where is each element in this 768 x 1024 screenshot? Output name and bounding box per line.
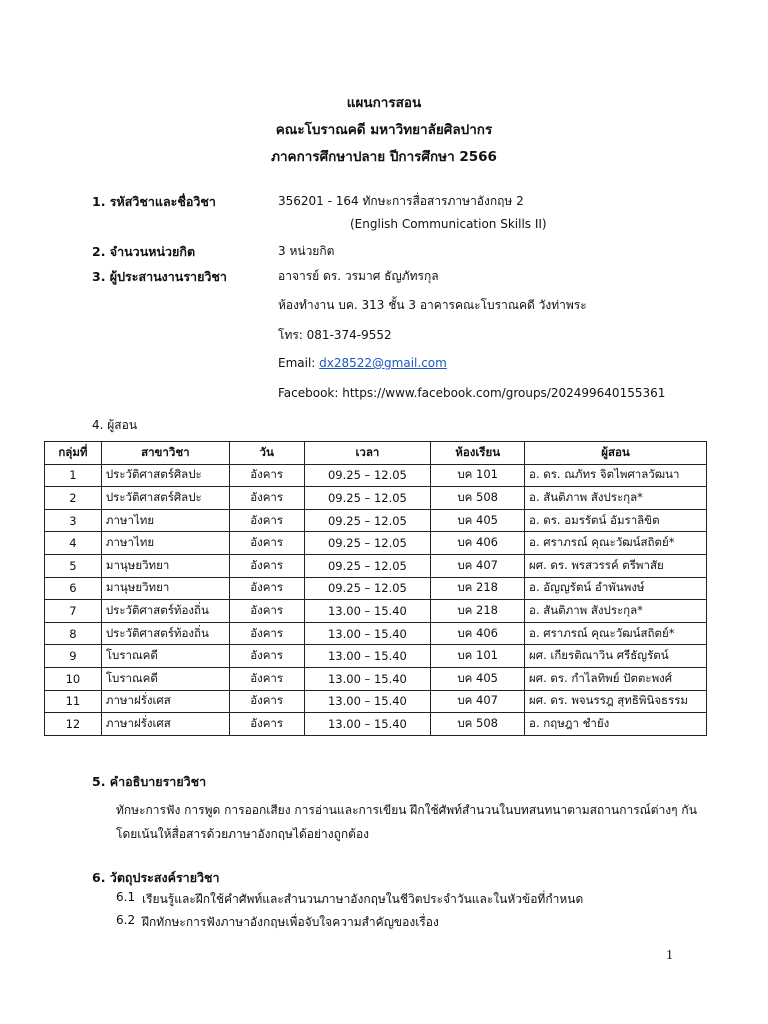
coordinator-name: อาจารย์ ดร. วรมาศ ธัญภัทรกุล (278, 269, 439, 283)
cell-instructor: ผศ. ดร. พรสวรรค์ ตรีพาสัย (525, 554, 707, 577)
email-prefix: Email: (278, 356, 320, 370)
cell-instructor: ผศ. เกียรติณาวิน ศรีธัญรัตน์ (525, 645, 707, 668)
cell-instructor: อ. ดร. ณภัทร จิตไพศาลวัฒนา (525, 464, 707, 487)
cell-major: ภาษาฝรั่งเศส (101, 713, 229, 736)
faculty-title: คณะโบราณคดี มหาวิทยาลัยศิลปากร (275, 122, 493, 138)
course-value: 356201 - 164 ทักษะการสื่อสารภาษาอังกฤษ 2 (278, 194, 524, 208)
header-time: เวลา (304, 442, 431, 465)
cell-group: 4 (45, 532, 102, 555)
cell-major: มานุษยวิทยา (101, 554, 229, 577)
cell-room: บค 218 (431, 577, 525, 600)
cell-time: 13.00 – 15.40 (304, 667, 431, 690)
cell-time: 09.25 – 12.05 (304, 532, 431, 555)
cell-group: 5 (45, 554, 102, 577)
cell-time: 13.00 – 15.40 (304, 622, 431, 645)
cell-time: 09.25 – 12.05 (304, 509, 431, 532)
objective-number: 6.1 (116, 890, 136, 904)
cell-instructor: อ. ดร. อมรรัตน์ อัมราลิขิต (525, 509, 707, 532)
cell-day: อังคาร (229, 600, 304, 623)
cell-major: ประวัติศาสตร์ท้องถิ่น (101, 600, 229, 623)
objectives-label: 6. วัตถุประสงค์รายวิชา (92, 870, 220, 885)
table-row (45, 554, 707, 577)
phone-number: โทร: 081-374-9552 (278, 328, 392, 342)
cell-day: อังคาร (229, 713, 304, 736)
cell-day: อังคาร (229, 645, 304, 668)
header-day: วัน (229, 442, 304, 465)
cell-room: บค 508 (431, 713, 525, 736)
office-address: ห้องทำงาน บค. 313 ชั้น 3 อาคารคณะโบราณคดี วังท่าพระ (278, 298, 587, 312)
cell-time: 09.25 – 12.05 (304, 464, 431, 487)
cell-group: 8 (45, 622, 102, 645)
cell-group: 10 (45, 667, 102, 690)
cell-group: 3 (45, 509, 102, 532)
cell-major: ภาษาไทย (101, 509, 229, 532)
schedule-table (44, 441, 707, 736)
table-row (45, 600, 707, 623)
facebook-line: Facebook: https://www.facebook.com/groups/202499640155361 (278, 386, 666, 400)
cell-group: 11 (45, 690, 102, 713)
cell-major: โบราณคดี (101, 645, 229, 668)
cell-time: 09.25 – 12.05 (304, 554, 431, 577)
cell-time: 13.00 – 15.40 (304, 645, 431, 668)
cell-day: อังคาร (229, 690, 304, 713)
cell-time: 09.25 – 12.05 (304, 577, 431, 600)
objective-text: เรียนรู้และฝึกใช้คำศัพท์และสำนวนภาษาอังกฤษในชีวิตประจำวันและในหัวข้อที่กำหนด (142, 892, 584, 906)
cell-room: บค 406 (431, 532, 525, 555)
cell-instructor: อ. กฤษฎา ชำยัง (525, 713, 707, 736)
cell-day: อังคาร (229, 532, 304, 555)
course-label: 1. รหัสวิชาและชื่อวิชา (92, 194, 216, 209)
cell-day: อังคาร (229, 554, 304, 577)
table-row (45, 667, 707, 690)
table-header-row (45, 442, 707, 465)
cell-major: ภาษาฝรั่งเศส (101, 690, 229, 713)
cell-time: 13.00 – 15.40 (304, 690, 431, 713)
cell-group: 1 (45, 464, 102, 487)
email-link[interactable]: dx28522@gmail.com (319, 356, 447, 370)
cell-group: 2 (45, 487, 102, 510)
table-row (45, 464, 707, 487)
cell-major: มานุษยวิทยา (101, 577, 229, 600)
cell-day: อังคาร (229, 509, 304, 532)
cell-room: บค 407 (431, 690, 525, 713)
cell-instructor: ผศ. ดร. กำไลทิพย์ ปัตตะพงศ์ (525, 667, 707, 690)
cell-room: บค 405 (431, 667, 525, 690)
page-number: 1 (666, 948, 673, 963)
cell-major: ประวัติศาสตร์ศิลปะ (101, 464, 229, 487)
description-line-2: โดยเน้นให้สื่อสารด้วยภาษาอังกฤษได้อย่างถูกต้อง (116, 827, 370, 841)
cell-instructor: อ. สันติภาพ สังประกุล* (525, 600, 707, 623)
header-instructor: ผู้สอน (525, 442, 707, 465)
cell-instructor: อ. อัญญรัตน์ อำพันพงษ์ (525, 577, 707, 600)
course-english: (English Communication Skills II) (350, 217, 547, 231)
cell-room: บค 407 (431, 554, 525, 577)
doc-title: แผนการสอน (346, 95, 422, 111)
cell-room: บค 405 (431, 509, 525, 532)
cell-major: ประวัติศาสตร์ท้องถิ่น (101, 622, 229, 645)
cell-instructor: อ. สันติภาพ สังประกุล* (525, 487, 707, 510)
description-line-1: ทักษะการฟัง การพูด การออกเสียง การอ่านและการเขียน ฝึกใช้ศัพท์สำนวนในบทสนทนาตามสถานการณ์ต่างๆ กัน (116, 803, 697, 817)
cell-instructor: ผศ. ดร. พจนรรฎ สุทธิพินิจธรรม (525, 690, 707, 713)
cell-day: อังคาร (229, 464, 304, 487)
credits-label: 2. จำนวนหน่วยกิต (92, 244, 196, 259)
cell-instructor: อ. ศราภรณ์ คุณะวัฒน์สถิตย์* (525, 622, 707, 645)
cell-room: บค 406 (431, 622, 525, 645)
credits-value: 3 หน่วยกิต (278, 244, 335, 258)
cell-time: 13.00 – 15.40 (304, 600, 431, 623)
cell-time: 13.00 – 15.40 (304, 713, 431, 736)
table-row (45, 645, 707, 668)
semester-title: ภาคการศึกษาปลาย ปีการศึกษา 2566 (271, 149, 497, 165)
cell-major: ภาษาไทย (101, 532, 229, 555)
coordinator-label: 3. ผู้ประสานงานรายวิชา (92, 269, 227, 284)
cell-day: อังคาร (229, 622, 304, 645)
header-room: ห้องเรียน (431, 442, 525, 465)
cell-group: 7 (45, 600, 102, 623)
cell-day: อังคาร (229, 487, 304, 510)
cell-instructor: อ. ศราภรณ์ คุณะวัฒน์สถิตย์* (525, 532, 707, 555)
table-row (45, 532, 707, 555)
cell-room: บค 101 (431, 645, 525, 668)
cell-day: อังคาร (229, 667, 304, 690)
objective-text: ฝึกทักษะการฟังภาษาอังกฤษเพื่อจับใจความสำคัญของเรื่อง (142, 915, 439, 929)
cell-major: โบราณคดี (101, 667, 229, 690)
cell-day: อังคาร (229, 577, 304, 600)
table-row (45, 690, 707, 713)
instructors-label: 4. ผู้สอน (92, 418, 138, 432)
cell-time: 09.25 – 12.05 (304, 487, 431, 510)
description-label: 5. คำอธิบายรายวิชา (92, 774, 207, 789)
cell-group: 12 (45, 713, 102, 736)
table-row (45, 713, 707, 736)
table-row (45, 577, 707, 600)
cell-room: บค 508 (431, 487, 525, 510)
header-major: สาขาวิชา (101, 442, 229, 465)
cell-room: บค 218 (431, 600, 525, 623)
cell-room: บค 101 (431, 464, 525, 487)
cell-major: ประวัติศาสตร์ศิลปะ (101, 487, 229, 510)
objective-number: 6.2 (116, 913, 136, 927)
cell-group: 9 (45, 645, 102, 668)
table-row (45, 622, 707, 645)
table-row (45, 509, 707, 532)
cell-group: 6 (45, 577, 102, 600)
header-group: กลุ่มที่ (45, 442, 102, 465)
email-line (278, 356, 447, 370)
table-row (45, 487, 707, 510)
